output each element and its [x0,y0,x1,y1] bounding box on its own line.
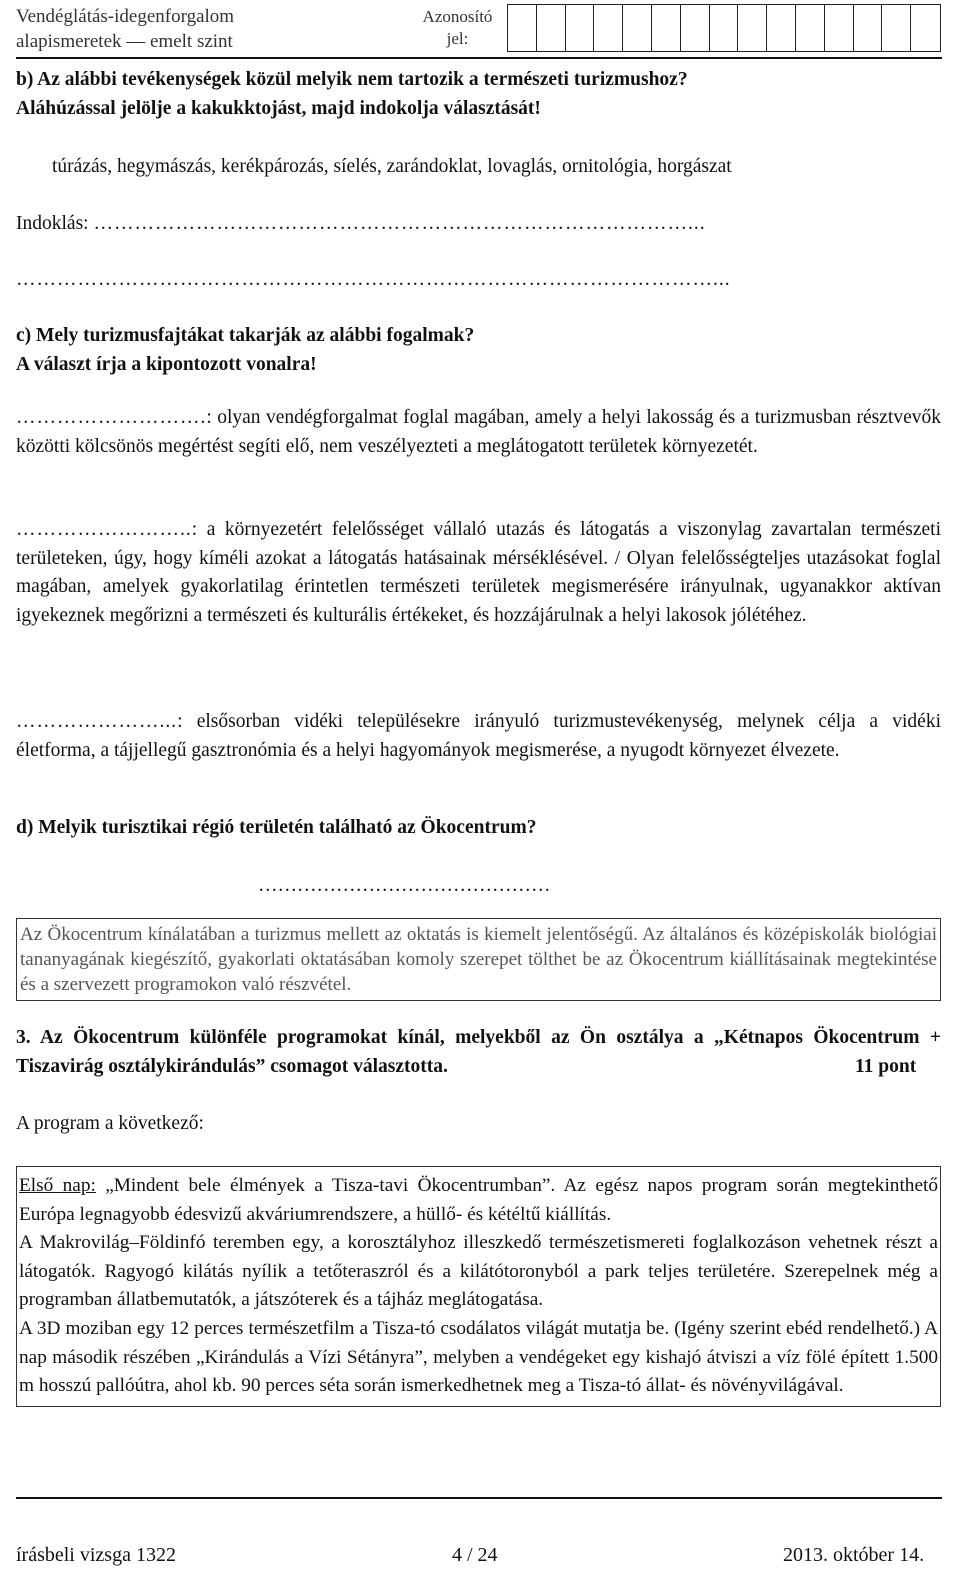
footer-divider [16,1497,942,1499]
id-label-line2: jel: [446,29,469,48]
task-3-question [16,1024,941,1081]
footer-page-number: 4 / 24 [452,1544,498,1566]
question-b-line2: Aláhúzással jelölje a kakukktojást, majd indokolja választását! [16,97,541,119]
id-box[interactable] [681,5,710,51]
id-box[interactable] [854,5,883,51]
footer-date: 2013. október 14. [783,1544,925,1566]
definition-2-answer[interactable]: …………………….. [16,519,192,540]
question-d: d) Melyik turisztikai régió területén található az Ökocentrum? [16,817,537,838]
id-box[interactable] [911,5,940,51]
reason-label: Indoklás: [16,213,89,234]
id-label [420,6,495,50]
task-3-points: 11 pont [855,1056,917,1077]
footer-exam-id: írásbeli vizsga 1322 [16,1544,176,1566]
id-box[interactable] [796,5,825,51]
id-box[interactable] [594,5,623,51]
definition-1-text: : olyan vendégforgalmat foglal magában, amely a helyi lakosság és a turizmusban résztvevők közötti kölcsönös megértést segíti elő, nem veszélyezteti a meglátogatott területek környezetét. [16,407,941,457]
definition-3-text: : elsősorban vidéki településekre irányuló turizmustevékenység, melynek célja a vidéki életforma, a tájjellegű gasztronómia és a helyi hagyományok megismerése, a nyugodt környezet élvezete. [16,711,941,761]
reason-dots-2[interactable]: …………………………………………………………………………………………... [16,269,731,290]
reason-line-1[interactable] [16,210,941,239]
question-c-line2: A választ írja a kipontozott vonalra! [16,353,317,375]
header-title-line2: alapismeretek — emelt szint [16,31,233,52]
reason-line-2[interactable] [16,266,941,295]
question-b [16,66,941,123]
definition-1-answer[interactable]: ………………………. [16,407,207,428]
definition-2-text: : a környezetért felelősséget vállaló utazás és látogatás a viszonylag zavartalan természeti területeken, úgy, hogy kíméli azokat a látogatás hatásainak mérséklésével. / Olyan felelősségteljes utazásokat foglal magában, amelyek gyakorlatilag érintetlen természeti területek megismerésére irányulnak, ugyanakkor aktívan igyekeznek megőrizni a természeti és kulturális értékeket, és hozzájárulnak a helyi lakosok jólétéhez. [16,519,941,626]
definition-1 [16,404,941,461]
program-para-2: A Makrovilág–Földinfó teremben egy, a korosztályhoz illeszkedő természetismereti foglalkozáson vehetnek részt a látogatók. Ragyogó kilátás nyílik a tetőteraszról és a kilátótoronyból a park teljes területére. Szerepelnek még a programban állatbemutatók, a játszóterek és a tájház meglátogatása. [19,1232,938,1311]
id-box[interactable] [710,5,739,51]
question-c [16,322,941,379]
id-box[interactable] [537,5,566,51]
id-box[interactable] [508,5,537,51]
id-box[interactable] [566,5,595,51]
header-title [16,4,234,54]
program-para-1-text: „Mindent bele élmények a Tisza-tavi Ökocentrumban”. Az egész napos program során megtekinthető Európa legnagyobb édesvizű akváriumrendszere, a hüllő- és kétéltű kiállítás. [19,1175,938,1225]
program-para-3: A 3D moziban egy 12 perces természetfilm a Tisza-tó csodálatos világát mutatja be. (Igény szerint ebéd rendelhető.) A nap második részében „Kirándulás a Vízi Sétányra”, melyben a vendégeket egy kishajó átviszi a víz fölé épített 1.500 m hosszú pallóútra, ahol kb. 90 perces séta során ismerkedhetnek meg a Tisza-tó állat- és növényvilágával. [19,1317,938,1397]
info-box: Az Ökocentrum kínálatában a turizmus mellett az oktatás is kiemelt jelentőségű. Az általános és középiskolák biológiai tananyagának kiegészítő, gyakorlati oktatásában komoly szerepet tölthet be az Ökocentrum kiállításainak megtekintése és a szervezett programokon való részvétel. [16,918,941,1001]
question-b-line1: b) Az alábbi tevékenységek közül melyik nem tartozik a természeti turizmushoz? [16,69,688,90]
definition-3 [16,708,941,765]
question-c-line1: c) Mely turizmusfajtákat takarják az alábbi fogalmak? [16,325,475,346]
header-title-line1: Vendéglátás-idegenforgalom [16,6,235,27]
id-box[interactable] [767,5,796,51]
reason-dots-1[interactable]: ……………………………………………………………………………... [93,213,706,234]
header-divider [16,57,942,59]
program-intro: A program a következő: [16,1113,204,1134]
id-label-line1: Azonosító [422,7,493,26]
definition-2 [16,516,941,630]
task-3-text: 3. Az Ökocentrum különféle programokat kínál, melyekből az Ön osztálya a „Kétnapos Ökocentrum + Tiszavirág osztálykirándulás” csomagot választotta. [16,1027,941,1077]
answer-d-dots[interactable]: ……………………………………… [258,875,551,896]
program-para-1 [19,1172,938,1229]
activity-list[interactable]: túrázás, hegymászás, kerékpározás, síelés, zarándoklat, lovaglás, ornitológia, horgászat [52,156,732,177]
day1-label: Első nap: [19,1175,96,1196]
definition-3-answer[interactable]: …………………... [16,711,178,732]
id-box[interactable] [738,5,767,51]
id-box[interactable] [882,5,911,51]
id-box[interactable] [623,5,652,51]
program-box [16,1166,941,1407]
id-box[interactable] [825,5,854,51]
id-box[interactable] [652,5,681,51]
id-code-boxes[interactable] [507,4,941,52]
